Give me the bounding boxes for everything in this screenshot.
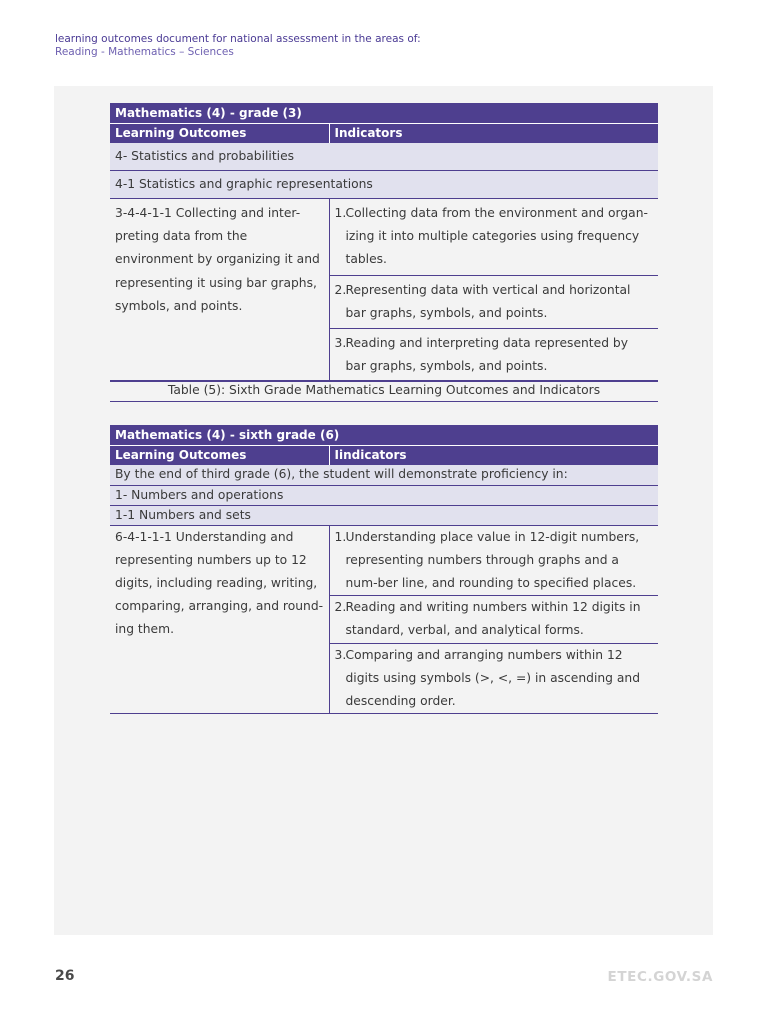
domain-band: 1- Numbers and operations <box>110 485 658 505</box>
indicator-item <box>330 199 659 276</box>
indicator-item <box>330 526 659 597</box>
grade3-outcomes-table <box>110 103 658 382</box>
indicator-text: Collecting data from the environment and organ-izing it into multiple categories using frequency tables. <box>345 206 648 267</box>
page-number: 26 <box>55 968 75 984</box>
domain-band: 4- Statistics and probabilities <box>110 143 658 171</box>
header-subtitle: Reading - Mathematics – Sciences <box>55 45 234 58</box>
grade6-outcomes-table <box>110 425 658 714</box>
indicator-number: 1. <box>334 529 347 544</box>
indicator-item <box>330 329 659 381</box>
learning-outcome-cell: 3-4-4-1-1 Collecting and inter-preting data from the environment by organizing it and representing it using bar graphs, symbols, and points. <box>110 199 329 382</box>
indicator-item <box>330 596 659 643</box>
table-title: Mathematics (4) - grade (3) <box>110 103 658 124</box>
indicator-text: Comparing and arranging numbers within 12 digits using symbols (>, <, =) in ascending and descending order. <box>345 647 641 708</box>
indicator-text: Reading and writing numbers within 12 digits in standard, verbal, and analytical forms. <box>345 600 641 638</box>
column-header-indicators: Iindicators <box>329 446 658 466</box>
intro-band: By the end of third grade (6), the student will demonstrate proficiency in: <box>110 465 658 485</box>
column-header-indicators: Indicators <box>329 124 658 144</box>
table-caption: Table (5): Sixth Grade Mathematics Learning Outcomes and Indicators <box>110 380 658 402</box>
indicator-number: 2. <box>334 600 347 615</box>
indicators-cell <box>329 199 658 382</box>
document-header <box>55 33 421 58</box>
table-title: Mathematics (4) - sixth grade (6) <box>110 425 658 446</box>
learning-outcome-cell: 6-4-1-1-1 Understanding and representing numbers up to 12 digits, including reading, writing, comparing, arranging, and round-ing them. <box>110 525 329 714</box>
indicator-text: Understanding place value in 12-digit numbers, representing numbers through graphs and a num-ber line, and rounding to specified places. <box>345 529 640 590</box>
indicators-cell <box>329 525 658 714</box>
indicator-number: 1. <box>334 206 347 220</box>
column-header-outcomes: Learning Outcomes <box>110 124 329 144</box>
indicator-text: Representing data with vertical and horizontal bar graphs, symbols, and points. <box>345 282 631 320</box>
subdomain-band: 1-1 Numbers and sets <box>110 505 658 525</box>
indicator-item <box>330 644 659 714</box>
indicator-number: 3. <box>334 336 347 351</box>
indicator-item <box>330 276 659 329</box>
indicator-number: 3. <box>334 647 347 662</box>
indicator-number: 2. <box>334 282 347 297</box>
site-url: ETEC.GOV.SA <box>607 969 713 985</box>
column-header-outcomes: Learning Outcomes <box>110 446 329 466</box>
indicator-text: Reading and interpreting data represented by bar graphs, symbols, and points. <box>345 336 628 374</box>
header-title: learning outcomes document for national assessment in the areas of: <box>55 33 421 45</box>
subdomain-band: 4-1 Statistics and graphic representations <box>110 171 658 199</box>
